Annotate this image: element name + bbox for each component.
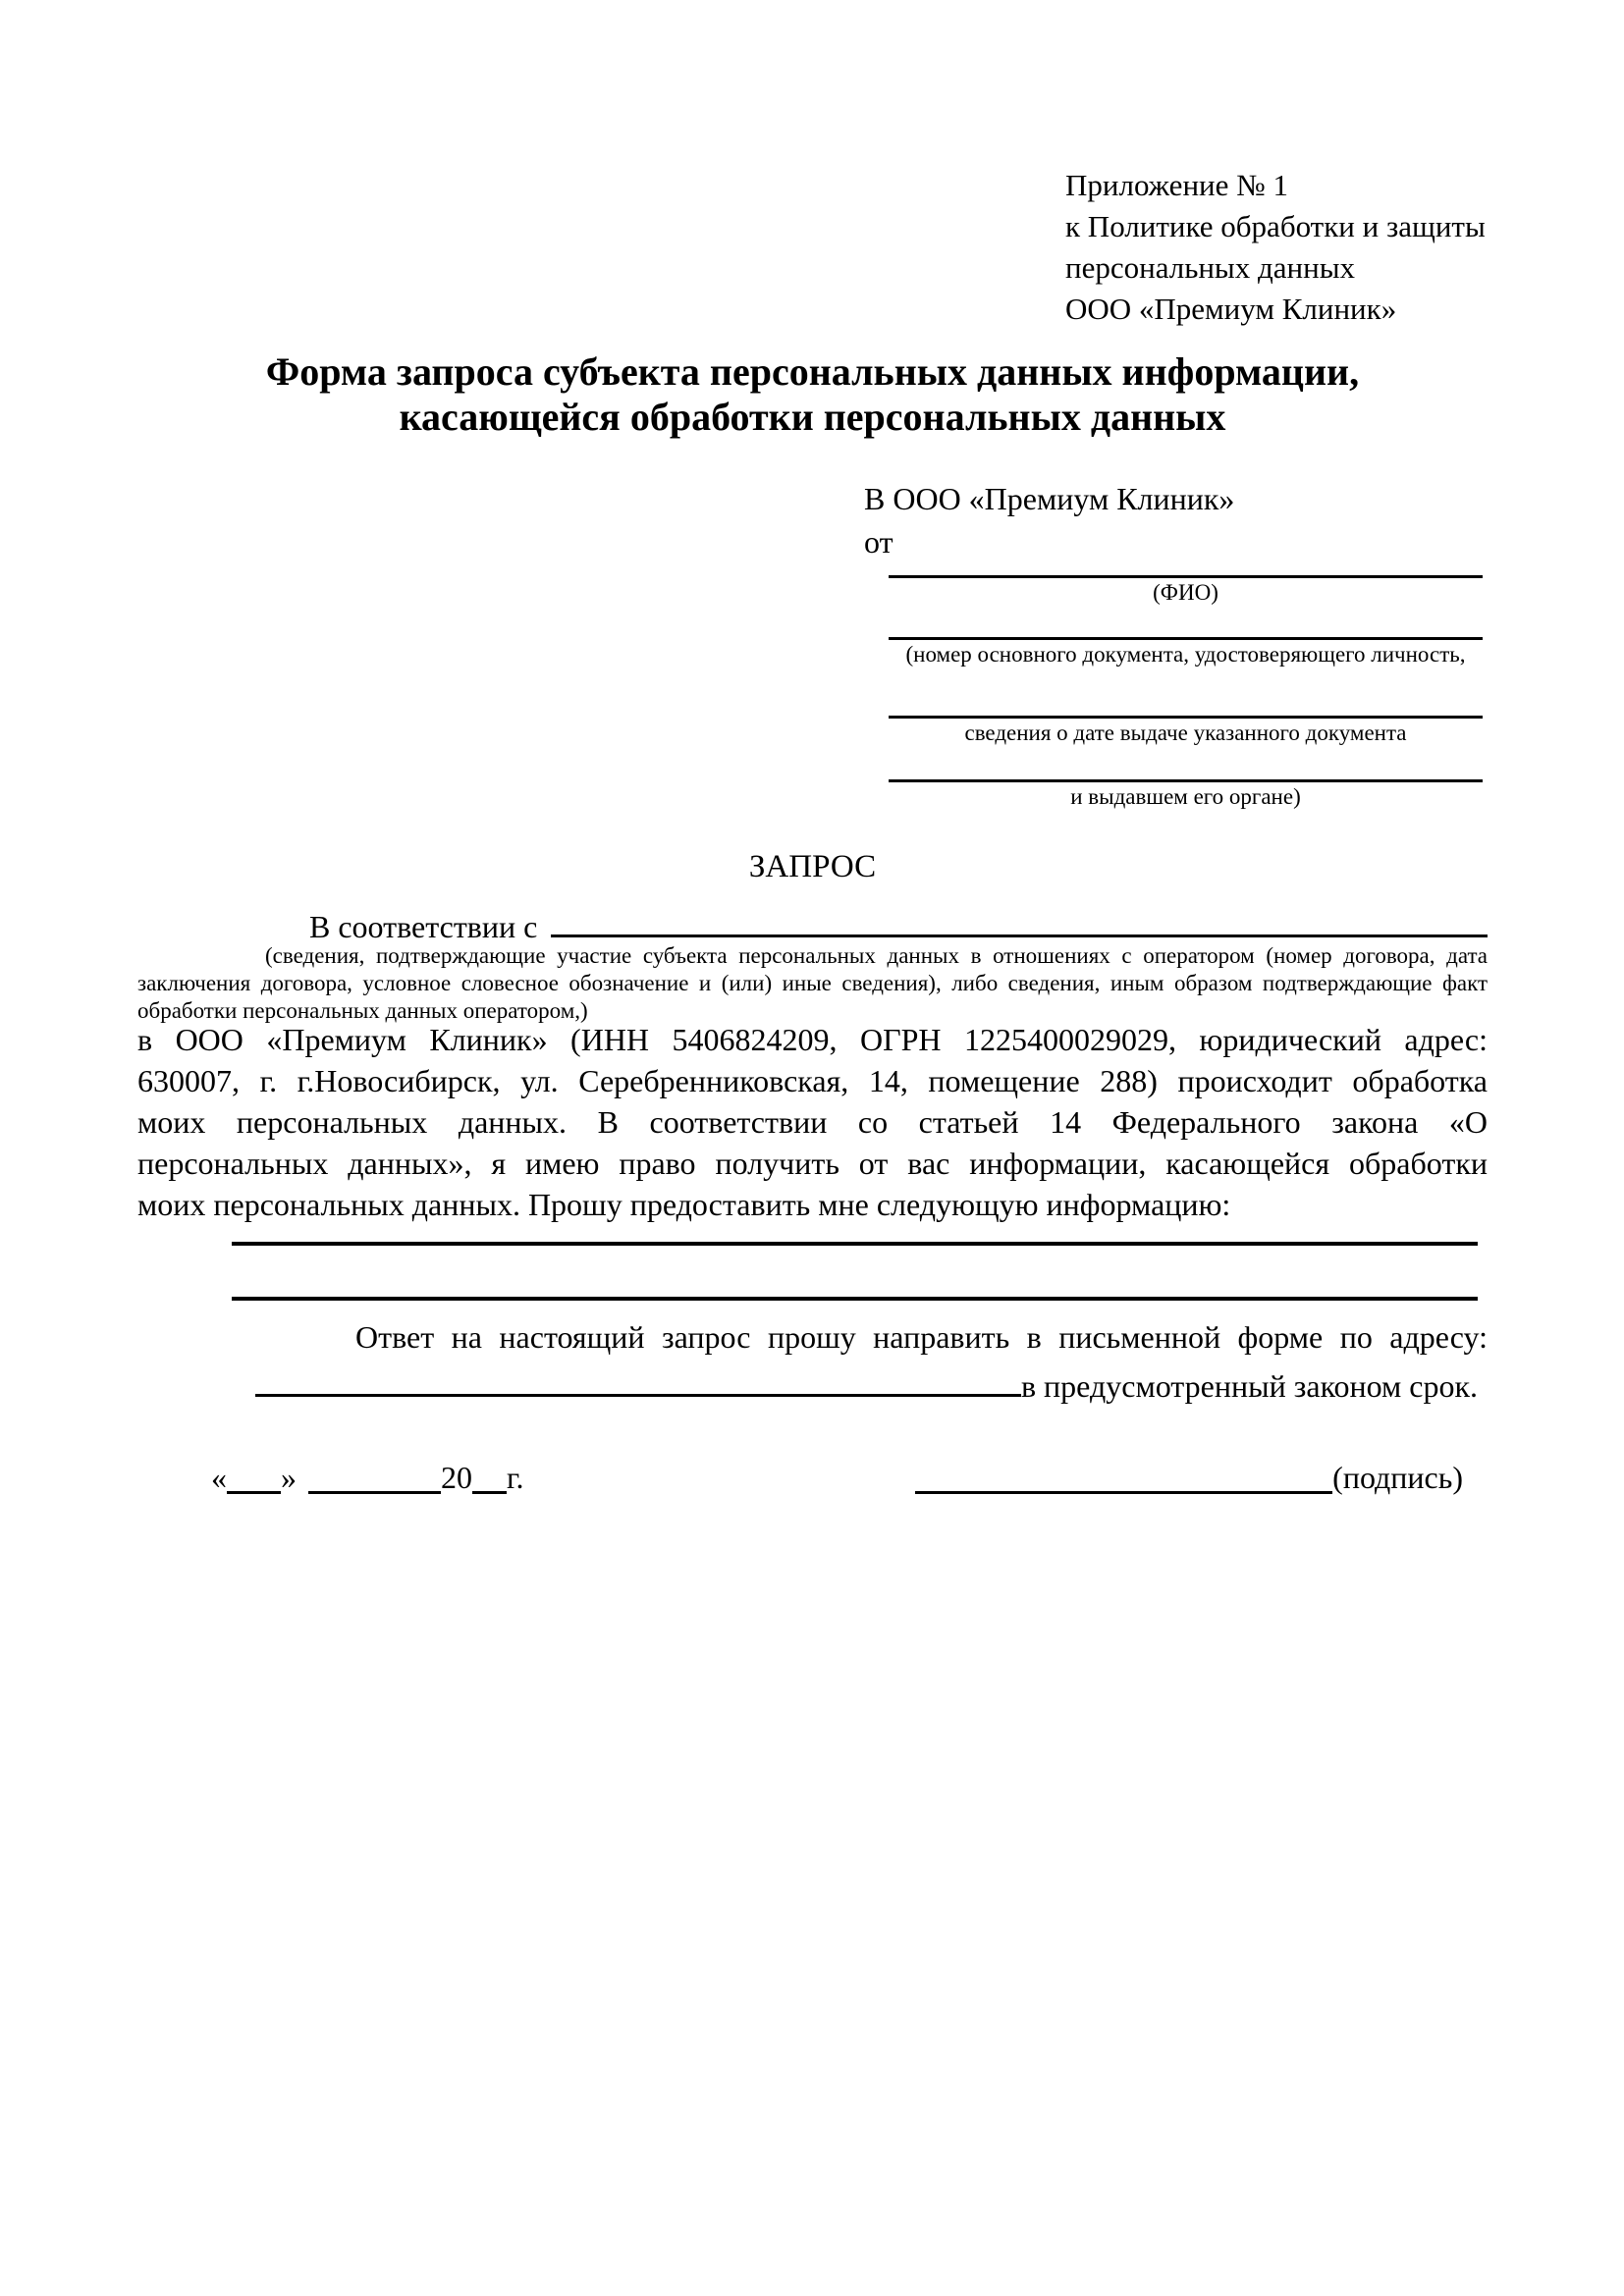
answer-line-2-text: в предусмотренный законом срок. bbox=[1020, 1368, 1478, 1404]
body-line: 630007, г. г.Новосибирск, ул. Серебренниковская, 14, помещение 288) происходит обработка bbox=[137, 1063, 1488, 1098]
appendix-note-line: персональных данных bbox=[1065, 250, 1356, 285]
form-title-line: касающейся обработки персональных данных bbox=[399, 395, 1226, 439]
information-blank-line-1 bbox=[232, 1242, 1478, 1246]
body-line: персональных данных», я имею право получить от вас информации, касающейся обработки bbox=[137, 1146, 1488, 1181]
addressee-from-label: от bbox=[864, 524, 893, 560]
address-blank-line bbox=[255, 1359, 1021, 1397]
month-blank-line bbox=[308, 1489, 441, 1494]
field-caption-fio: (ФИО) bbox=[1153, 580, 1218, 605]
date-quote-close: » bbox=[281, 1460, 297, 1495]
body-line: в ООО «Премиум Клиник» (ИНН 5406824209, ОГРН 1225400029029, юридический адрес: bbox=[137, 1022, 1488, 1057]
footnote-line: обработки персональных данных оператором,) bbox=[137, 998, 588, 1023]
body-line: моих персональных данных. Прошу предоставить мне следующую информацию: bbox=[137, 1187, 1231, 1222]
signature-caption: (подпись) bbox=[1332, 1460, 1463, 1495]
year-suffix: г. bbox=[507, 1460, 524, 1495]
addressee-org: В ООО «Премиум Клиник» bbox=[864, 481, 1235, 516]
body-paragraph bbox=[137, 1019, 1488, 1225]
accordance-text: В соответствии с bbox=[309, 909, 538, 944]
answer-paragraph bbox=[137, 1315, 1488, 1408]
footnote-line: заключения договора, условное словесное обозначение и (или) иные сведения), либо сведения, иным образом подтверждающие факт bbox=[137, 971, 1488, 995]
form-title bbox=[137, 349, 1488, 440]
signoff-row bbox=[137, 1457, 1488, 1498]
footnote bbox=[137, 942, 1488, 1025]
date-quote-open: « bbox=[211, 1460, 227, 1495]
footnote-line: (сведения, подтверждающие участие субъекта персональных данных в отношениях с оператором (номер договора, дата bbox=[265, 943, 1488, 968]
signature-area bbox=[915, 1457, 1463, 1498]
year-prefix: 20 bbox=[441, 1460, 472, 1495]
accordance-line bbox=[137, 899, 1488, 948]
appendix-note bbox=[1065, 165, 1486, 330]
field-caption-issue-date: сведения о дате выдаче указанного документа bbox=[964, 721, 1407, 745]
body-line: моих персональных данных. В соответствии со статьей 14 Федерального закона «О bbox=[137, 1104, 1488, 1140]
answer-line-1: Ответ на настоящий запрос прошу направить в письменной форме по адресу: bbox=[355, 1319, 1488, 1355]
appendix-note-line: Приложение № 1 bbox=[1065, 168, 1288, 202]
appendix-note-line: к Политике обработки и защиты bbox=[1065, 209, 1486, 243]
field-caption-issuing-authority: и выдавшем его органе) bbox=[1070, 784, 1301, 809]
form-title-line: Форма запроса субъекта персональных данных информации, bbox=[265, 349, 1360, 394]
addressee-block bbox=[864, 477, 1488, 812]
appendix-note-line: ООО «Премиум Клиник» bbox=[1065, 292, 1397, 326]
signature-blank-line bbox=[915, 1489, 1332, 1494]
field-caption-document-number: (номер основного документа, удостоверяющего личность, bbox=[905, 642, 1466, 667]
day-blank-line bbox=[227, 1489, 281, 1494]
date-line bbox=[211, 1457, 524, 1498]
answer-line-2 bbox=[137, 1359, 1488, 1408]
year-blank-line bbox=[472, 1489, 507, 1494]
information-blank-line-2 bbox=[232, 1297, 1478, 1301]
accordance-fill-blank-line bbox=[551, 899, 1488, 937]
request-heading: ЗАПРОС bbox=[748, 849, 877, 884]
